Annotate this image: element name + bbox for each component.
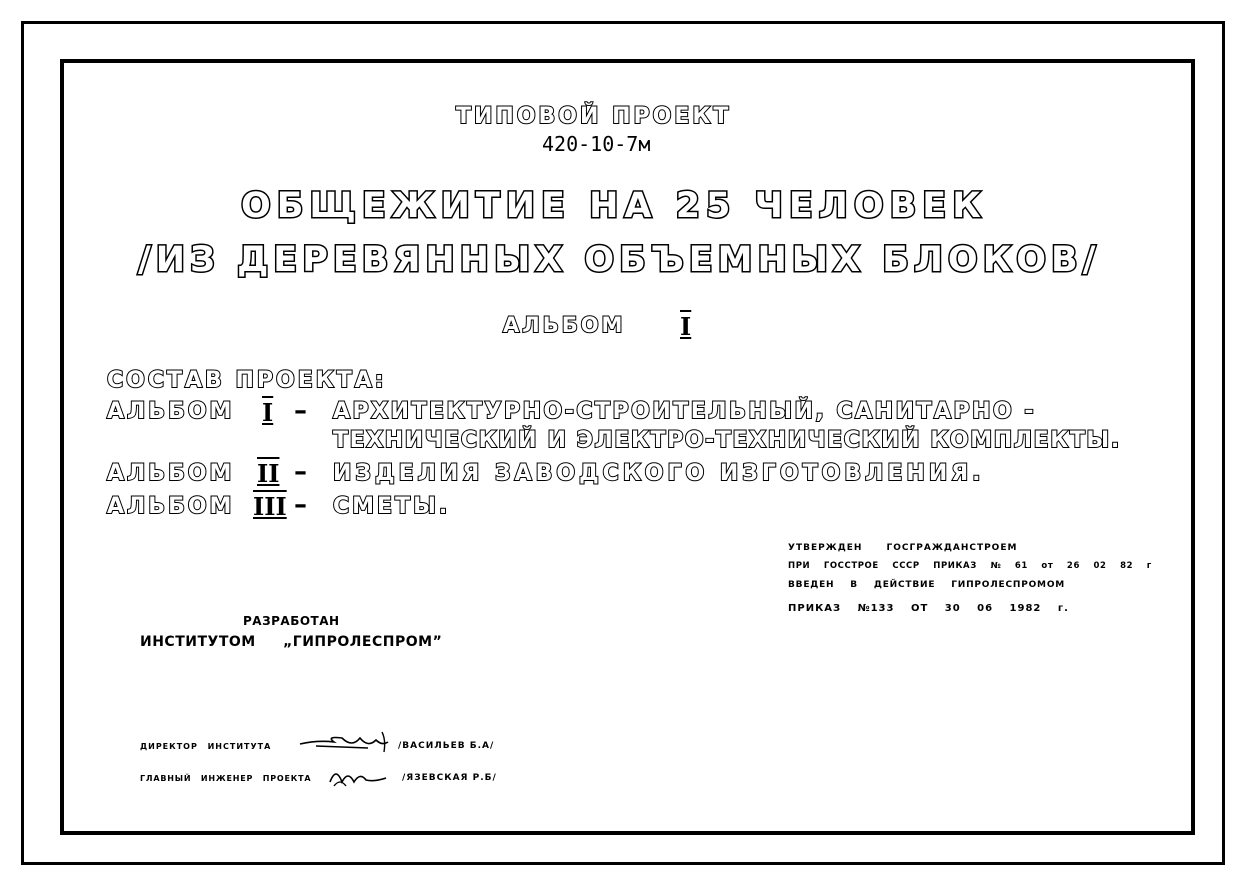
approval-line-2: ПРИ ГОССТРОЕ СССР ПРИКАЗ № 61 от 26 02 82 г <box>788 561 1152 571</box>
album-label: АЛЬБОМ <box>503 313 626 337</box>
developer-label: РАЗРАБОТАН <box>243 614 340 628</box>
director-signature <box>298 726 396 758</box>
director-name: /ВАСИЛЬЕВ Б.А/ <box>398 741 495 751</box>
chief-engineer-name: /ЯЗЕВСКАЯ Р.Б/ <box>402 773 497 783</box>
developer-institute: ИНСТИТУТОМ „ГИПРОЛЕСПРОМ” <box>140 634 443 650</box>
composition-item-3-number: III <box>253 492 287 521</box>
approval-line-1: УТВЕРЖДЕН ГОСГРАЖДАНСТРОЕМ <box>788 543 1018 553</box>
chief-engineer-role: ГЛАВНЫЙ ИНЖЕНЕР ПРОЕКТА <box>140 774 312 783</box>
composition-item-3-label: АЛЬБОМ <box>107 494 235 519</box>
album-number: I <box>680 312 692 341</box>
project-number: 420-10-7м <box>542 132 651 156</box>
title-line-1: ОБЩЕЖИТИЕ НА 25 ЧЕЛОВЕК <box>241 186 987 226</box>
title-line-2: /ИЗ ДЕРЕВЯННЫХ ОБЪЕМНЫХ БЛОКОВ/ <box>138 240 1101 280</box>
composition-item-1-dash: – <box>294 396 309 426</box>
album-heading <box>503 313 625 337</box>
approval-line-4: ПРИКАЗ №133 ОТ 30 06 1982 г. <box>788 603 1069 614</box>
composition-item-2-dash: – <box>294 457 309 487</box>
composition-item-3-dash: – <box>294 490 309 520</box>
composition-item-1-text-line-1: АРХИТЕКТУРНО-СТРОИТЕЛЬНЫЙ, САНИТАРНО - <box>333 399 1037 424</box>
composition-item-3-text: СМЕТЫ. <box>333 494 451 519</box>
project-type-heading: ТИПОВОЙ ПРОЕКТ <box>456 104 732 129</box>
composition-item-2-text: ИЗДЕЛИЯ ЗАВОДСКОГО ИЗГОТОВЛЕНИЯ. <box>333 461 985 486</box>
approval-line-3: ВВЕДЕН В ДЕЙСТВИЕ ГИПРОЛЕСПРОМОМ <box>788 580 1066 590</box>
chief-engineer-signature <box>326 760 392 792</box>
composition-heading: СОСТАВ ПРОЕКТА: <box>107 368 387 393</box>
composition-item-2-label: АЛЬБОМ <box>107 461 235 486</box>
director-role: ДИРЕКТОР ИНСТИТУТА <box>140 742 272 751</box>
composition-item-1-text-line-2: ТЕХНИЧЕСКИЙ И ЭЛЕКТРО-ТЕХНИЧЕСКИЙ КОМПЛЕКТЫ. <box>333 428 1121 453</box>
composition-item-2-number: II <box>257 459 280 488</box>
composition-item-1-number: I <box>262 398 274 427</box>
composition-item-1-label: АЛЬБОМ <box>107 399 235 424</box>
